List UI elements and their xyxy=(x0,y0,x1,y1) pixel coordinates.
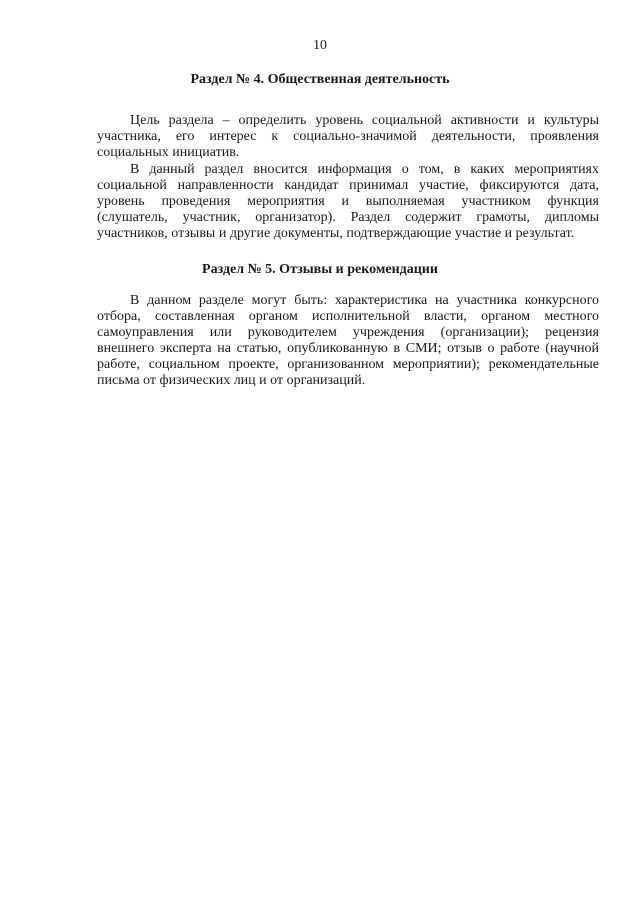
section-5-title: Раздел № 5. Отзывы и рекомендации xyxy=(202,262,438,277)
section-5-paragraph-line: внешнего эксперта на статью, опубликованную в СМИ; отзыв о работе (научной xyxy=(97,341,599,356)
section-4-paragraph-1-line: Цель раздела – определить уровень социальной активности и культуры xyxy=(130,113,599,128)
section-5-paragraph-line: работе, социальном проекте, организованном мероприятии); рекомендательные xyxy=(97,357,599,372)
section-5-paragraph-line: самоуправления или руководителем учреждения (организации); рецензия xyxy=(97,325,599,340)
page-number: 10 xyxy=(313,38,327,53)
section-4-paragraph-1-line: социальных инициатив. xyxy=(97,145,240,160)
section-4-title: Раздел № 4. Общественная деятельность xyxy=(190,72,450,87)
section-4-paragraph-2-line: участников, отзывы и другие документы, подтверждающие участие и результат. xyxy=(97,226,575,241)
section-5-paragraph-line: отбора, составленная органом исполнительной власти, органом местного xyxy=(97,309,599,324)
section-5-paragraph-line: письма от физических лиц и от организаций. xyxy=(97,373,366,388)
section-4-paragraph-1-line: участника, его интерес к социально-значимой деятельности, проявления xyxy=(97,129,599,144)
section-4-paragraph-2-line: В данный раздел вносится информация о том, в каких мероприятиях xyxy=(130,162,599,177)
section-4-paragraph-2-line: уровень проведения мероприятия и выполняемая участником функция xyxy=(97,194,599,209)
section-4-paragraph-2-line: социальной направленности кандидат принимал участие, фиксируются дата, xyxy=(97,178,599,193)
section-4-paragraph-2-line: (слушатель, участник, организатор). Раздел содержит грамоты, дипломы xyxy=(97,210,599,225)
section-5-paragraph-line: В данном разделе могут быть: характеристика на участника конкурсного xyxy=(130,293,599,308)
